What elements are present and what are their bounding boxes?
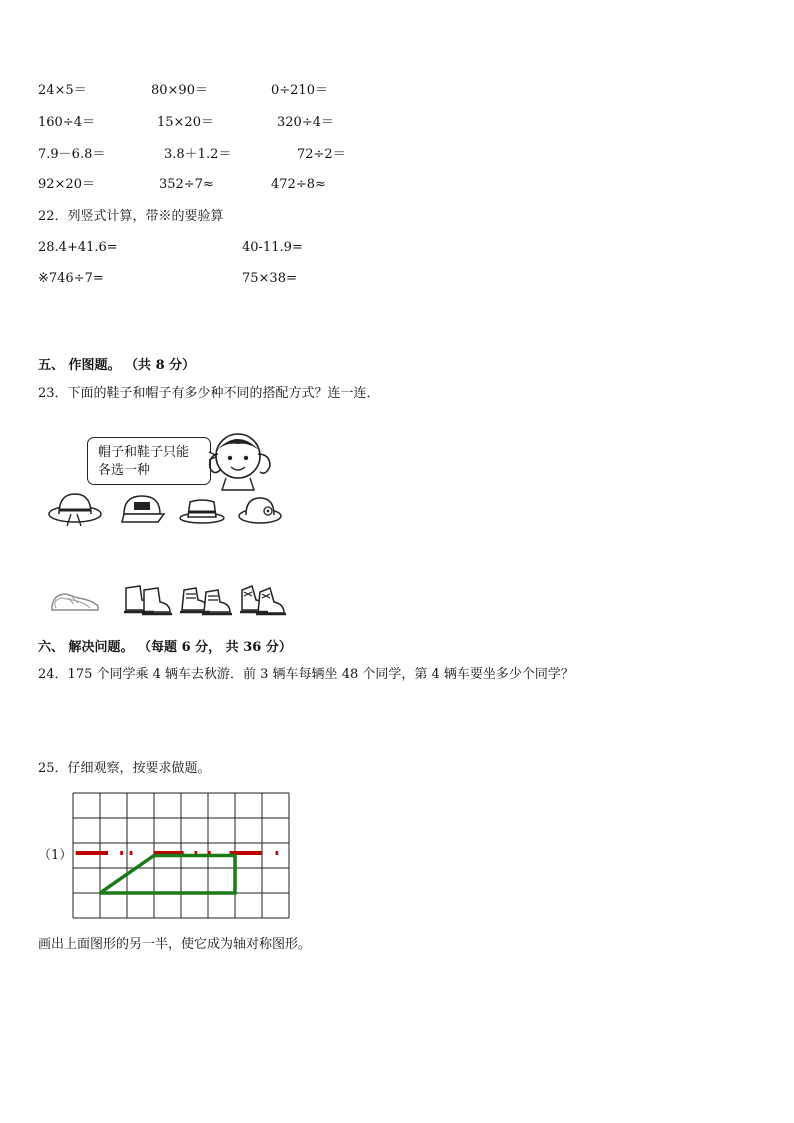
vertical-calc-item: 75×38= <box>242 271 297 286</box>
section-6-heading: 六、 解决问题。 （每题 6 分， 共 36 分） <box>38 640 292 655</box>
calc-item: 352÷7≈ <box>159 177 214 192</box>
question-25-title: 25．仔细观察，按要求做题。 <box>38 761 211 776</box>
vertical-calc-item: ※746÷7= <box>38 271 104 286</box>
laced-boot-icon <box>236 580 286 618</box>
question-24-text: 24．175 个同学乘 4 辆车去秋游．前 3 辆车每辆坐 48 个同学，第 4 辆车要坐多少个同学？ <box>38 667 574 682</box>
question-22-title: 22．列竖式计算，带※的要验算 <box>38 209 224 224</box>
section-5-heading: 五、 作图题。 （共 8 分） <box>38 358 196 373</box>
half-shape-outline <box>100 856 235 894</box>
calc-item: 7.9－6.8＝ <box>38 147 106 162</box>
girl-illustration <box>200 430 280 492</box>
vertical-calc-item: 28.4+41.6= <box>38 240 118 255</box>
symmetry-grid <box>73 793 290 919</box>
calc-item: 80×90＝ <box>151 83 208 98</box>
fedora-icon <box>178 496 226 528</box>
calc-item: 24×5＝ <box>38 83 87 98</box>
speech-text-line1: 帽子和鞋子只能 <box>98 445 190 460</box>
question-25-instruction: 画出上面图形的另一半，使它成为轴对称图形。 <box>38 937 312 952</box>
speech-bubble <box>87 437 211 485</box>
calc-item: 160÷4＝ <box>38 115 95 130</box>
vertical-calc-item: 40-11.9= <box>242 240 303 255</box>
speech-text-line2: 各选一种 <box>98 463 151 478</box>
high-top-shoe-icon <box>176 580 232 618</box>
calc-item: 3.8＋1.2＝ <box>164 147 232 162</box>
question-23-title: 23．下面的鞋子和帽子有多少种不同的搭配方式？连一连． <box>38 386 380 401</box>
hat-icon <box>47 490 103 530</box>
calc-item: 15×20＝ <box>157 115 214 130</box>
flower-hat-icon <box>238 494 284 528</box>
calc-item: 320÷4＝ <box>277 115 334 130</box>
calc-item: 472÷8≈ <box>271 177 326 192</box>
sneaker-icon <box>48 586 104 616</box>
calc-item: 0÷210＝ <box>271 83 328 98</box>
subquestion-label: （1） <box>38 848 73 863</box>
calc-item: 72÷2＝ <box>297 147 346 162</box>
cap-icon <box>118 492 166 528</box>
calc-item: 92×20＝ <box>38 177 95 192</box>
boot-icon <box>118 580 174 618</box>
